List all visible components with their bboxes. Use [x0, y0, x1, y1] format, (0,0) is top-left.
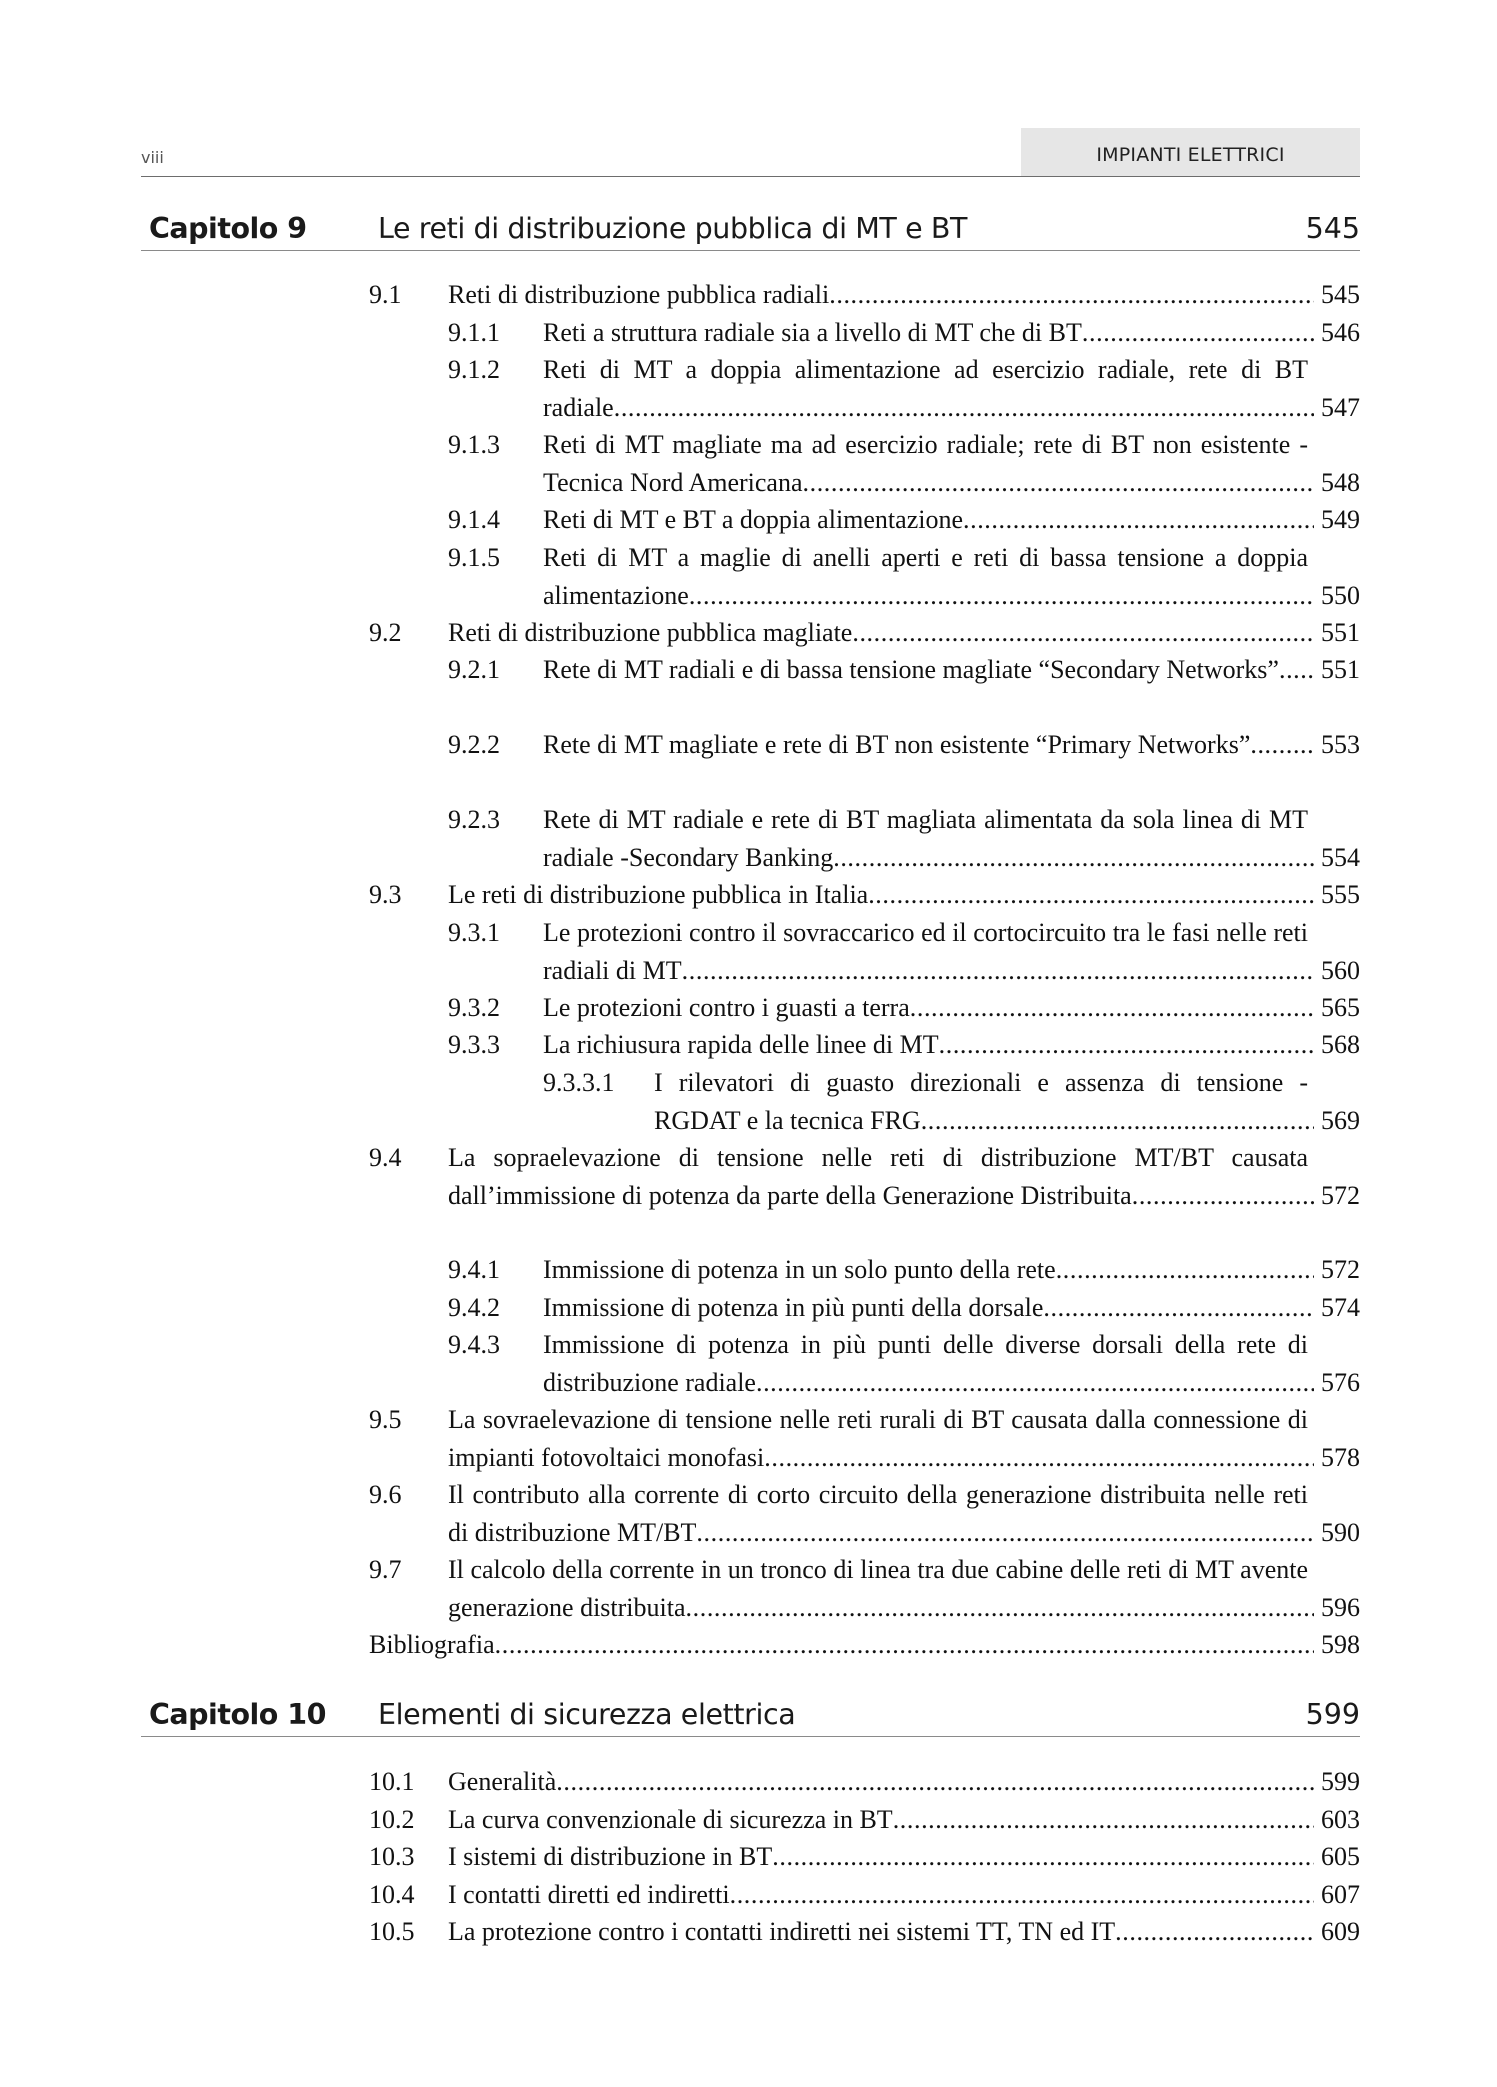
toc-page: 549 [1314, 501, 1360, 539]
toc-page: 569 [1314, 1102, 1360, 1140]
toc-title: Reti a struttura radiale sia a livello di MT che di BT ..... [543, 314, 1360, 352]
toc-page: 547 [1314, 389, 1360, 427]
toc-page: 548 [1314, 464, 1360, 502]
toc-number: 9.4 [369, 1143, 402, 1172]
toc-number: 10.3 [369, 1842, 415, 1871]
chapter-label: Capitolo 9 [149, 212, 307, 245]
toc-title: La sopraelevazione di tensione nelle reti di distribuzione MT/BT causata dall’immissione di potenza da parte della Generazione Distribuita ..... [448, 1139, 1360, 1214]
toc-entry-10-5[interactable] [369, 1913, 1360, 1951]
toc-page: 560 [1314, 952, 1360, 990]
toc-number: 10.2 [369, 1805, 415, 1834]
toc-page: 576 [1314, 1364, 1360, 1402]
toc-number: 9.6 [369, 1480, 402, 1509]
toc-page: 551 [1314, 614, 1360, 652]
toc-entry-9-3-2[interactable] [448, 989, 1360, 1027]
toc-entry-10-3[interactable] [369, 1838, 1360, 1876]
toc-entry-10-4[interactable] [369, 1876, 1360, 1914]
toc-entry-9-2-1[interactable] [448, 651, 1360, 689]
toc-number: 9.4.1 [448, 1255, 500, 1284]
toc-page: 565 [1314, 989, 1360, 1027]
chapter-9-heading [141, 212, 1360, 251]
toc-title: La richiusura rapida delle linee di MT ..... [543, 1026, 1360, 1064]
toc-page: 598 [1314, 1626, 1360, 1664]
toc-entry-9-1-1[interactable] [448, 314, 1360, 352]
toc-number: 9.3.2 [448, 993, 500, 1022]
toc-page: 550 [1314, 577, 1360, 615]
toc-entry-9-1-4[interactable] [448, 501, 1360, 539]
toc-page: 551 [1314, 651, 1360, 689]
toc-page: 574 [1314, 1289, 1360, 1327]
toc-number: 9.2.3 [448, 805, 500, 834]
toc-page: 596 [1314, 1589, 1360, 1627]
toc-page: 599 [1314, 1763, 1360, 1801]
running-head [141, 128, 1360, 177]
chapter-title: Le reti di distribuzione pubblica di MT e BT [378, 212, 968, 245]
toc-title: Bibliografia ..... [369, 1626, 1360, 1664]
toc-entry-9-4-2[interactable] [448, 1289, 1360, 1327]
toc-title: Il contributo alla corrente di corto circuito della generazione distribuita nelle reti di distribuzione MT/BT ..... [448, 1476, 1360, 1551]
toc-page: 607 [1314, 1876, 1360, 1914]
toc-title: Reti di distribuzione pubblica radiali ..... [448, 276, 1360, 314]
toc-title: Generalità ..... [448, 1763, 1360, 1801]
toc-number: 9.4.2 [448, 1293, 500, 1322]
toc-number: 9.2.1 [448, 655, 500, 684]
chapter-10-heading [141, 1698, 1360, 1737]
toc-title: Il calcolo della corrente in un tronco di linea tra due cabine delle reti di MT avente generazione distribuita ..... [448, 1551, 1360, 1626]
toc-title: La sovraelevazione di tensione nelle reti rurali di BT causata dalla connessione di impianti fotovoltaici monofasi ..... [448, 1401, 1360, 1476]
chapter-label: Capitolo 10 [149, 1698, 326, 1731]
toc-number: 9.4.3 [448, 1330, 500, 1359]
toc-title: Rete di MT radiale e rete di BT magliata alimentata da sola linea di MT radiale -Secondary Banking ..... [543, 801, 1360, 876]
toc-page: 605 [1314, 1838, 1360, 1876]
toc-page: 590 [1314, 1514, 1360, 1552]
toc-entry-9-6[interactable] [369, 1476, 1360, 1551]
toc-number: 9.1.3 [448, 430, 500, 459]
toc-number: 9.1 [369, 280, 402, 309]
toc-page: 553 [1314, 726, 1360, 764]
toc-entry-9-4[interactable] [369, 1139, 1360, 1214]
toc-title: I rilevatori di guasto direzionali e assenza di tensione - RGDAT e la tecnica FRG ..... [654, 1064, 1360, 1139]
toc-number: 9.3.3 [448, 1030, 500, 1059]
toc-entry-9-3-1[interactable] [448, 914, 1360, 989]
toc-title: Reti di MT a doppia alimentazione ad esercizio radiale, rete di BT radiale ..... [543, 351, 1360, 426]
toc-entry-9-1-5[interactable] [448, 539, 1360, 614]
toc-number: 9.5 [369, 1405, 402, 1434]
toc-number: 9.3.3.1 [543, 1068, 615, 1097]
toc-number: 9.7 [369, 1555, 402, 1584]
toc-number: 9.2 [369, 618, 402, 647]
toc-page: 578 [1314, 1439, 1360, 1477]
toc-page: 546 [1314, 314, 1360, 352]
toc-entry-9-2-3[interactable] [448, 801, 1360, 876]
toc-page: 555 [1314, 876, 1360, 914]
page-number: viii [141, 148, 164, 167]
toc-title: Rete di MT magliate e rete di BT non esistente “Primary Networks” ..... [543, 726, 1360, 764]
toc-number: 9.3.1 [448, 918, 500, 947]
toc-title: I contatti diretti ed indiretti ..... [448, 1876, 1360, 1914]
toc-entry-9-3-3[interactable] [448, 1026, 1360, 1064]
toc-entry-10-1[interactable] [369, 1763, 1360, 1801]
toc-number: 9.1.2 [448, 355, 500, 384]
toc-entry-9-2-2[interactable] [448, 726, 1360, 764]
toc-title: La protezione contro i contatti indiretti nei sistemi TT, TN ed IT ..... [448, 1913, 1360, 1951]
toc-number: 9.3 [369, 880, 402, 909]
toc-title: Le reti di distribuzione pubblica in Italia ..... [448, 876, 1360, 914]
toc-number: 10.1 [369, 1767, 415, 1796]
toc-entry-9-1-3[interactable] [448, 426, 1360, 501]
toc-page: 568 [1314, 1026, 1360, 1064]
toc-number: 9.2.2 [448, 730, 500, 759]
toc-entry-9-7[interactable] [369, 1551, 1360, 1626]
toc-entry-9-3-3-1[interactable] [543, 1064, 1360, 1139]
toc-entry-10-2[interactable] [369, 1801, 1360, 1839]
toc-number: 9.1.5 [448, 543, 500, 572]
chapter-page: 599 [1305, 1698, 1360, 1731]
toc-title: La curva convenzionale di sicurezza in BT ..... [448, 1801, 1360, 1839]
toc-page: 609 [1314, 1913, 1360, 1951]
toc-page: 603 [1314, 1801, 1360, 1839]
toc-page: 572 [1314, 1177, 1360, 1215]
toc-title: Immissione di potenza in più punti delle diverse dorsali della rete di distribuzione radiale ..... [543, 1326, 1360, 1401]
toc-title: Immissione di potenza in più punti della dorsale ..... [543, 1289, 1360, 1327]
chapter-page: 545 [1305, 212, 1360, 245]
toc-number: 9.1.4 [448, 505, 500, 534]
toc-number: 10.4 [369, 1880, 415, 1909]
toc-page: 554 [1314, 839, 1360, 877]
toc-entry-bibliografia[interactable] [369, 1626, 1360, 1664]
toc-title: Reti di MT magliate ma ad esercizio radiale; rete di BT non esistente - Tecnica Nord Americana ..... [543, 426, 1360, 501]
toc-page: 545 [1314, 276, 1360, 314]
book-title-tab: IMPIANTI ELETTRICI [1021, 128, 1360, 176]
toc-title: Reti di MT a maglie di anelli aperti e reti di bassa tensione a doppia alimentazione ..... [543, 539, 1360, 614]
toc-entry-9-4-3[interactable] [448, 1326, 1360, 1401]
toc-entry-9-1-2[interactable] [448, 351, 1360, 426]
toc-entry-9-3[interactable] [369, 876, 1360, 914]
toc-entry-9-5[interactable] [369, 1401, 1360, 1476]
toc-title: Le protezioni contro i guasti a terra ..... [543, 989, 1360, 1027]
toc-title: Le protezioni contro il sovraccarico ed il cortocircuito tra le fasi nelle reti radiali di MT ..... [543, 914, 1360, 989]
toc-number: 9.1.1 [448, 318, 500, 347]
toc-title: Immissione di potenza in un solo punto della rete ..... [543, 1251, 1360, 1289]
toc-title: Rete di MT radiali e di bassa tensione magliate “Secondary Networks” ..... [543, 651, 1360, 689]
toc-page: 572 [1314, 1251, 1360, 1289]
toc-title: I sistemi di distribuzione in BT ..... [448, 1838, 1360, 1876]
toc-entry-9-1[interactable] [369, 276, 1360, 314]
toc-title: Reti di MT e BT a doppia alimentazione ..... [543, 501, 1360, 539]
chapter-title: Elementi di sicurezza elettrica [378, 1698, 796, 1731]
toc-title: Reti di distribuzione pubblica magliate ..... [448, 614, 1360, 652]
toc-number: 10.5 [369, 1917, 415, 1946]
toc-entry-9-2[interactable] [369, 614, 1360, 652]
toc-entry-9-4-1[interactable] [448, 1251, 1360, 1289]
